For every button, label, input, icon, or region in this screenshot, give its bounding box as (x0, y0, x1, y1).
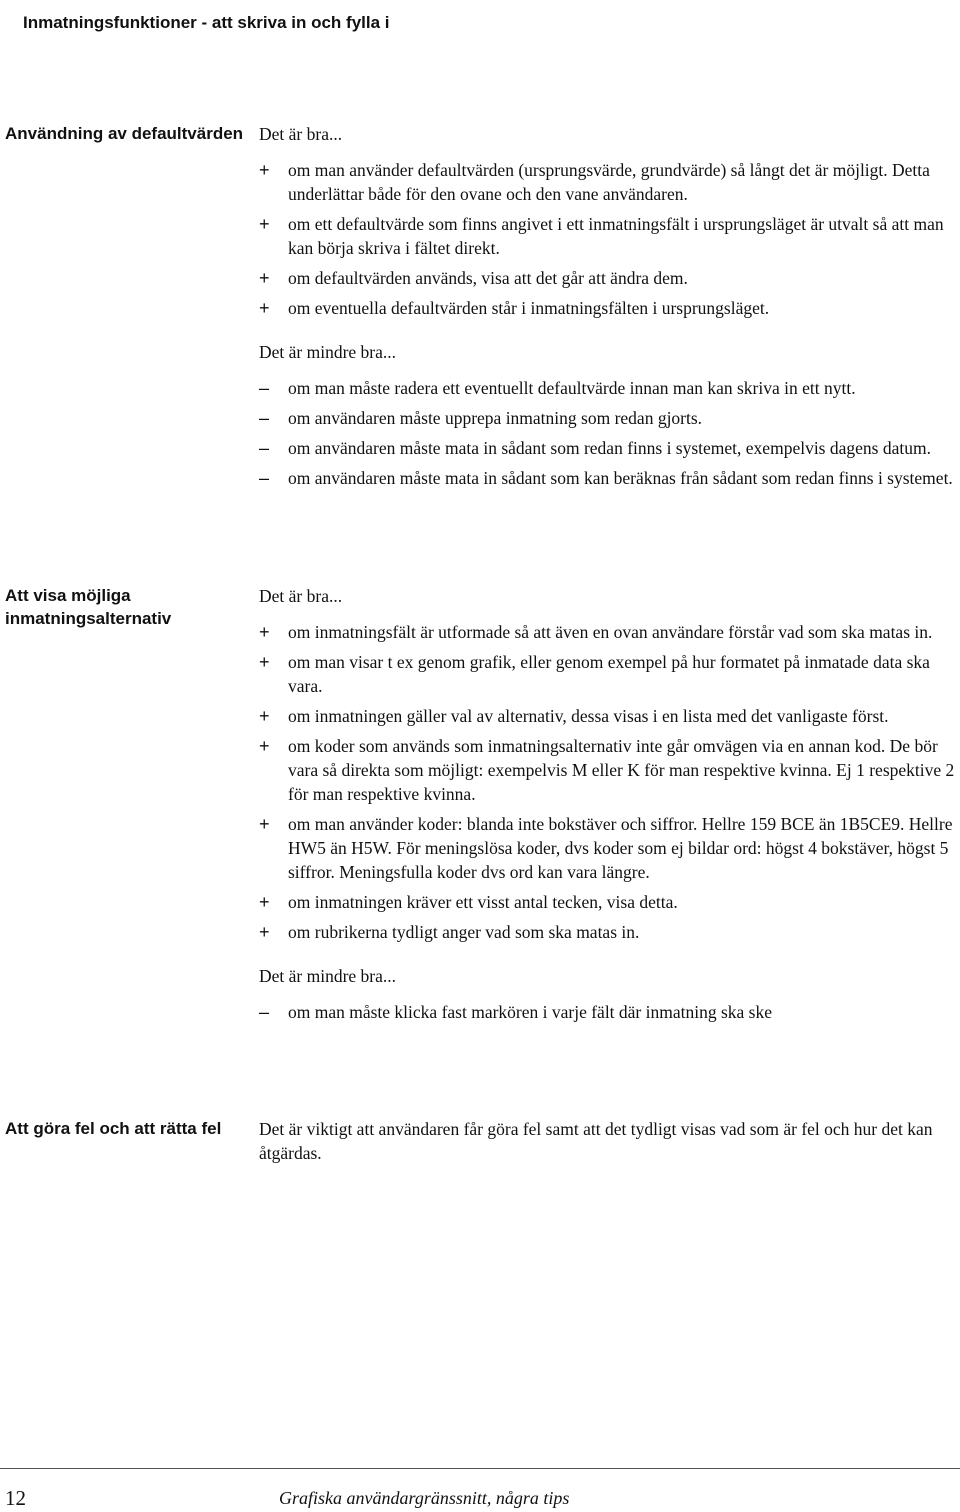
list-item (259, 296, 959, 320)
list-item (259, 466, 959, 490)
plus-marker: + (259, 814, 270, 834)
good-title: Det är bra... (259, 124, 343, 144)
paragraph: Det är viktigt att användaren får göra fel samt att det tydligt visas vad som är fel och hur det kan åtgärdas. (259, 1119, 933, 1163)
plus-marker: + (259, 160, 270, 180)
plus-marker: + (259, 706, 270, 726)
good-title: Det är bra... (259, 586, 343, 606)
plus-marker: + (259, 892, 270, 912)
minus-marker: – (259, 378, 270, 398)
item-text: om användaren måste mata in sådant som redan finns i systemet, exempelvis dagens datum. (288, 438, 931, 458)
plus-marker: + (259, 298, 270, 318)
list-item (259, 406, 959, 430)
minus-marker: – (259, 438, 270, 458)
list-item (259, 920, 959, 944)
section-label: Användning av defaultvärden (5, 124, 244, 143)
bad-list (259, 376, 959, 490)
plus-marker: + (259, 622, 270, 642)
list-item (259, 158, 959, 206)
good-list (259, 158, 959, 320)
section-body (259, 1117, 959, 1165)
section-label: Att visa möjliga inmatningsalternativ (5, 586, 172, 628)
minus-marker: – (259, 408, 270, 428)
item-text: om rubrikerna tydligt anger vad som ska matas in. (288, 922, 640, 942)
item-text: om användaren måste upprepa inmatning som redan gjorts. (288, 408, 703, 428)
section-body (259, 584, 959, 1030)
bad-title: Det är mindre bra... (259, 966, 397, 986)
item-text: om inmatningen gäller val av alternativ, dessa visas i en lista med det vanligaste först. (288, 706, 889, 726)
item-text: om man använder koder: blanda inte bokstäver och siffror. Hellre 159 BCE än 1B5CE9. Hellre HW5 än H5W. För meningslösa koder, dvs koder som ej bildar ord: högst 4 bokstäver, högst 5 siffror. Meningsfulla koder dvs ord kan vara längre. (288, 814, 953, 882)
item-text: om ett defaultvärde som finns angivet i ett inmatningsfält i ursprungsläget är utvalt så att man kan börja skriva i fältet direkt. (288, 214, 944, 258)
item-text: om man måste radera ett eventuellt defaultvärde innan man kan skriva in ett nytt. (288, 378, 856, 398)
item-text: om eventuella defaultvärden står i inmatningsfälten i ursprungsläget. (288, 298, 770, 318)
item-text: om man använder defaultvärden (ursprungsvärde, grundvärde) så långt det är möjligt. Detta underlättar både för den ovane och den vane användaren. (288, 160, 930, 204)
list-item (259, 890, 959, 914)
item-text: om koder som används som inmatningsalternativ inte går omvägen via en annan kod. De bör vara så direkta som möjligt: exempelvis M eller K för man respektive kvinna. Ej 1 respektive 2 för man respektive kvinna. (288, 736, 955, 804)
bad-list (259, 1000, 959, 1024)
item-text: om inmatningsfält är utformade så att även en ovan användare förstår vad som ska matas in. (288, 622, 933, 642)
list-item (259, 212, 959, 260)
minus-marker: – (259, 1002, 270, 1022)
list-item (259, 734, 959, 806)
footer-title: Grafiska användargränssnitt, några tips (279, 1488, 570, 1508)
plus-marker: + (259, 736, 270, 756)
good-list (259, 620, 959, 944)
item-text: om man visar t ex genom grafik, eller genom exempel på hur formatet på inmatade data ska vara. (288, 652, 930, 696)
item-text: om användaren måste mata in sådant som kan beräknas från sådant som redan finns i systemet. (288, 468, 953, 488)
bad-title: Det är mindre bra... (259, 342, 397, 362)
list-item (259, 650, 959, 698)
list-item (259, 1000, 959, 1024)
item-text: om defaultvärden används, visa att det går att ändra dem. (288, 268, 688, 288)
plus-marker: + (259, 268, 270, 288)
plus-marker: + (259, 922, 270, 942)
list-item (259, 376, 959, 400)
list-item (259, 266, 959, 290)
footer-divider (0, 1468, 960, 1469)
page-number: 12 (5, 1486, 26, 1510)
item-text: om inmatningen kräver ett visst antal tecken, visa detta. (288, 892, 678, 912)
list-item (259, 812, 959, 884)
plus-marker: + (259, 214, 270, 234)
section-body (259, 122, 959, 496)
section-label: Att göra fel och att rätta fel (5, 1119, 222, 1138)
list-item (259, 704, 959, 728)
item-text: om man måste klicka fast markören i varje fält där inmatning ska ske (288, 1002, 773, 1022)
plus-marker: + (259, 652, 270, 672)
list-item (259, 436, 959, 460)
list-item (259, 620, 959, 644)
running-header: Inmatningsfunktioner - att skriva in och fylla i (23, 13, 390, 32)
minus-marker: – (259, 468, 270, 488)
